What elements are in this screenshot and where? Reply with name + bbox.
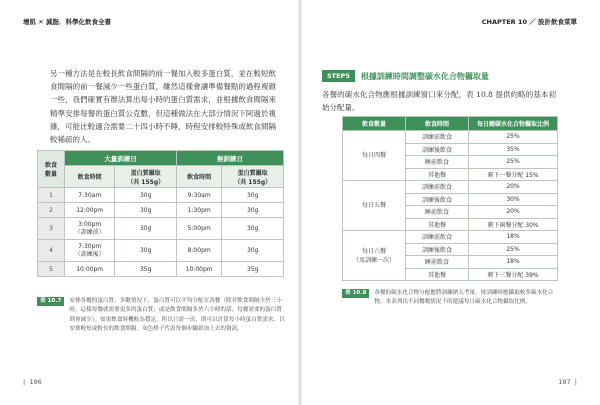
col-protein-header: 蛋白質攝取 （共 155g） [222, 166, 284, 188]
table-caption-left [37, 297, 287, 334]
protein-amount: 30g [115, 240, 177, 262]
table-row [343, 231, 558, 244]
meal-number: 3 [38, 218, 65, 240]
meal-type: 訓練後飲食 [406, 243, 469, 256]
meal-type: 訓練前飲食 [406, 181, 469, 194]
protein-amount: 35g [222, 262, 284, 277]
carb-ratio: 25% [469, 156, 558, 169]
col-ratio-header: 每日總碳水化合物攝取比例 [469, 117, 558, 131]
step-title: 根據訓練時間調整碳水化合物攝取量 [360, 71, 489, 81]
left-body-paragraph: 另一種方法是在較長飲食間隔的前一餐加入較多蛋白質，並在較短飲食間隔的前一餐減少一些蛋白質，雖然這樣會讓準備餐點的過程複雜一些，我們確實有辦法算出每小時的蛋白質需求，並根據飲食間隔來精準安排每餐的蛋白質公克數，但這種做法在大部分情況下阿過於複雜，可能比較適合需要二十四小時不睡，時程安排較特殊或飲食間隔較稀疏的人。 [50, 69, 276, 145]
protein-amount: 30g [115, 218, 177, 240]
table-row [38, 203, 284, 218]
book-gutter [298, 0, 302, 405]
page-number: 197 [558, 378, 571, 386]
meal-type: 睡前飲食 [406, 256, 469, 269]
meal-count-cell: 每日五餐 [343, 181, 406, 231]
caption-tag: 表 10.8 [342, 289, 369, 298]
table-row [343, 131, 558, 144]
carb-ratio: 剩下三餐分配 39% [469, 268, 558, 281]
right-body-paragraph: 各餐的碳水化合物應根據訓練窗口來分配，表 10.8 提供約略的基本初始分配量。 [322, 90, 556, 113]
col-protein-header: 蛋白質攝取 （共 155g） [115, 166, 177, 188]
carb-ratio: 剩下兩餐分配 30% [469, 218, 558, 231]
running-header-left: 增肌 ✕ 減脂．科學化飲食全書 [23, 18, 111, 26]
col-day-header: 飲食數量 [343, 117, 406, 131]
col-time-header: 飲食時間 [406, 117, 469, 131]
protein-amount: 30g [222, 188, 284, 203]
table-row [38, 240, 284, 262]
meal-number: 4 [38, 240, 65, 262]
step-badge: STEP5 [322, 70, 355, 82]
carb-ratio: 20% [469, 181, 558, 194]
meal-type: 訓練前飲食 [406, 231, 469, 244]
meal-type: 訓練前飲食 [406, 131, 469, 144]
meal-time: 8:00pm [176, 240, 221, 262]
heavy-training-header: 大量訓練日 [65, 151, 177, 166]
carb-distribution-table [342, 116, 558, 281]
meal-type: 其他餐 [406, 218, 469, 231]
protein-distribution-table [37, 150, 284, 277]
col-time-header: 飲食時間 [65, 166, 115, 188]
protein-amount: 30g [222, 203, 284, 218]
meal-number: 1 [38, 188, 65, 203]
meal-number: 2 [38, 203, 65, 218]
meal-count-cell: 每日四餐 [343, 131, 406, 181]
carb-ratio: 剩下一餐分配 15% [469, 168, 558, 181]
carb-ratio: 30% [469, 193, 558, 206]
protein-amount: 30g [222, 218, 284, 240]
table-row [343, 181, 558, 194]
meal-time: 3:00pm （訓練前） [65, 218, 115, 240]
page-number-left: | 196 [23, 378, 42, 386]
rest-day-header: 無訓練日 [176, 151, 283, 166]
meal-time: 10:00pm [65, 262, 115, 277]
caption-tag: 表 10.7 [37, 297, 64, 306]
carb-ratio: 25% [469, 243, 558, 256]
table-row [38, 218, 284, 240]
meal-count-cell: 每日六餐 （及訓練一次） [343, 231, 406, 281]
seq-header: 飲食 數量 [38, 151, 65, 188]
meal-time: 12:00pm [65, 203, 115, 218]
protein-amount: 30g [222, 240, 284, 262]
meal-type: 訓練後飲食 [406, 193, 469, 206]
meal-type: 睡前飲食 [406, 156, 469, 169]
protein-amount: 30g [115, 203, 177, 218]
meal-number: 5 [38, 262, 65, 277]
caption-text: 各餐的碳水化合物分配應將訓練納入考量。按訓練時應攝取較多碳水化合物。本表列出不同餐數情況下的建議每日碳水化合物攝取比例。 [374, 290, 554, 306]
table-row [38, 188, 284, 203]
page-number: 196 [29, 378, 42, 386]
carb-ratio: 20% [469, 206, 558, 219]
table-row [38, 262, 284, 277]
running-header-right: CHAPTER 10 ／ 設計飲食菜單 [481, 18, 577, 26]
col-time-header: 飲食時間 [176, 166, 221, 188]
table-caption-right [342, 289, 562, 308]
step-heading [322, 70, 489, 82]
carb-ratio: 18% [469, 256, 558, 269]
meal-time: 5:00pm [176, 218, 221, 240]
carb-ratio: 18% [469, 231, 558, 244]
meal-time: 7:30pm （訓練後） [65, 240, 115, 262]
protein-amount: 30g [115, 188, 177, 203]
carb-ratio: 35% [469, 143, 558, 156]
meal-time: 7:30am [65, 188, 115, 203]
meal-type: 訓練後飲食 [406, 143, 469, 156]
meal-type: 其他餐 [406, 268, 469, 281]
meal-type: 睡前飲食 [406, 206, 469, 219]
protein-amount: 35g [115, 262, 177, 277]
page-number-right: 197 | [558, 378, 577, 386]
meal-type: 其他餐 [406, 168, 469, 181]
meal-time: 10:00pm [176, 262, 221, 277]
meal-time: 9:30am [176, 188, 221, 203]
carb-ratio: 25% [469, 131, 558, 144]
caption-text: 安排各餐的蛋白質，多數情況下，蛋白質可以平均分配在各餐（除非飲食間隔少於三小時，這樣每餐就需要更多的蛋白質；或是飲食間隔多於六小時的話，每餐需要的蛋白質則會減少）。如果飲食時機較為穩定，所以只需一次，則可以計算每小時蛋白質需求，以安排較短或較長的飲食間隔。灰色格子代表每個步驟新加上去的資訊。 [69, 298, 285, 332]
meal-time: 1:30pm [176, 203, 221, 218]
